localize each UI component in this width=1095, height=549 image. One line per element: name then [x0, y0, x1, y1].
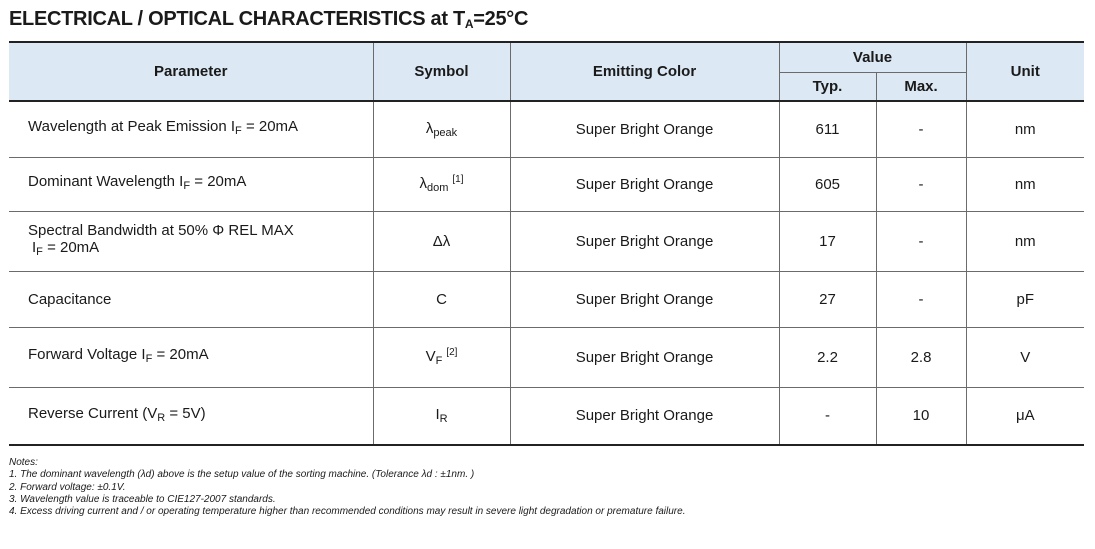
typ-cell: 27: [779, 271, 876, 327]
parameter-cell: Wavelength at Peak Emission $I_F = 20mA$: [9, 101, 373, 157]
table-row: [9, 387, 1084, 445]
emitting-color-cell: Super Bright Orange: [510, 211, 779, 271]
notes-heading: Notes:: [9, 457, 38, 468]
page-title: ELECTRICAL / OPTICAL CHARACTERISTICS at $T_A=25^\circ C$: [9, 8, 529, 31]
typ-cell: 2.2: [779, 327, 876, 387]
max-cell: -: [876, 271, 966, 327]
header-symbol: Symbol: [373, 42, 510, 101]
note-1: 1. The dominant wavelength (λd) above is the setup value of the sorting machine. (Tolerance λd : ±1nm. ): [9, 469, 475, 481]
unit-cell: μA: [966, 387, 1084, 445]
parameter-cell: Capacitance: [9, 271, 373, 327]
emitting-color-cell: Super Bright Orange: [510, 101, 779, 157]
header-value: Value: [779, 42, 966, 72]
note-2: 2. Forward voltage: ±0.1V.: [9, 481, 126, 493]
symbol-cell: $V_F[2]$: [373, 327, 510, 387]
typ-cell: 605: [779, 157, 876, 211]
symbol-cell: $\lambda_{peak}$: [373, 101, 510, 157]
symbol-cell: $I_R$: [373, 387, 510, 445]
header-parameter: Parameter: [9, 42, 373, 101]
max-cell: -: [876, 101, 966, 157]
max-cell: -: [876, 211, 966, 271]
note-3: 3. Wavelength value is traceable to CIE127-2007 standards.: [9, 493, 276, 505]
unit-cell: nm: [966, 211, 1084, 271]
max-cell: 10: [876, 387, 966, 445]
header-max: Max.: [876, 72, 966, 101]
characteristics-table: [9, 41, 1084, 446]
table-row: [9, 101, 1084, 157]
unit-cell: nm: [966, 157, 1084, 211]
parameter-cell: Dominant Wavelength $I_F = 20mA$: [9, 157, 373, 211]
header-emitting-color: Emitting Color: [510, 42, 779, 101]
typ-cell: 611: [779, 101, 876, 157]
notes: [9, 457, 685, 518]
emitting-color-cell: Super Bright Orange: [510, 271, 779, 327]
unit-cell: V: [966, 327, 1084, 387]
table-row: [9, 211, 1084, 271]
table-row: [9, 327, 1084, 387]
unit-cell: nm: [966, 101, 1084, 157]
table-row: [9, 157, 1084, 211]
symbol-cell: C: [373, 271, 510, 327]
symbol-cell: $\lambda_{dom}[1]$: [373, 157, 510, 211]
max-cell: -: [876, 157, 966, 211]
header-unit: Unit: [966, 42, 1084, 101]
note-4: 4. Excess driving current and / or operating temperature higher than recommended conditions may result in severe light degradation or premature failure.: [9, 506, 686, 518]
typ-cell: -: [779, 387, 876, 445]
emitting-color-cell: Super Bright Orange: [510, 157, 779, 211]
unit-cell: pF: [966, 271, 1084, 327]
symbol-cell: Δλ: [373, 211, 510, 271]
table-row: [9, 271, 1084, 327]
parameter-cell: Spectral Bandwidth at 50% Φ REL MAX $I_F = 20mA$: [9, 211, 373, 271]
header-typ: Typ.: [779, 72, 876, 101]
parameter-cell: Forward Voltage $I_F = 20mA$: [9, 327, 373, 387]
max-cell: 2.8: [876, 327, 966, 387]
typ-cell: 17: [779, 211, 876, 271]
emitting-color-cell: Super Bright Orange: [510, 327, 779, 387]
emitting-color-cell: Super Bright Orange: [510, 387, 779, 445]
parameter-cell: Reverse Current $(V_R = 5V)$: [9, 387, 373, 445]
